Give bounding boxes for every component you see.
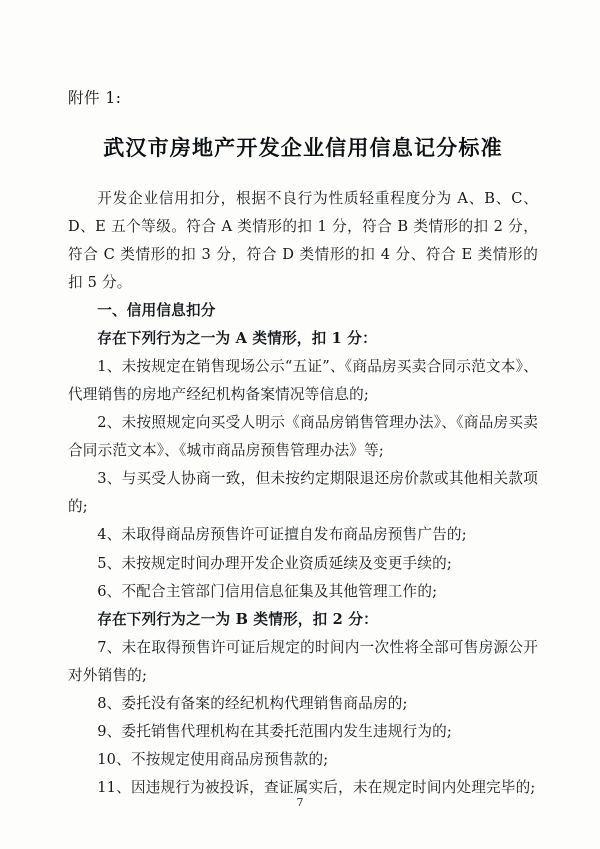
list-item-1: 1、未按规定在销售现场公示“五证”、《商品房买卖合同示范文本》、代理销售的房地产经纪机构备案情况等信息的; bbox=[68, 358, 538, 404]
attachment-label: 附件 1: bbox=[68, 89, 122, 107]
heading-class-a: 存在下列行为之一为 A 类情形，扣 1 分： bbox=[97, 330, 377, 348]
page-title: 武汉市房地产开发企业信用信息记分标准 bbox=[103, 135, 503, 160]
list-item-9: 9、委托销售代理机构在其委托范围内发生违规行为的; bbox=[97, 722, 453, 740]
heading-section-one: 一、信用信息扣分 bbox=[97, 302, 216, 320]
list-item-7: 7、未在取得预售许可证后规定的时间内一次性将全部可售房源公开对外销售的; bbox=[68, 638, 538, 684]
list-item-2: 2、未按照规定向买受人明示《商品房销售管理办法》、《商品房买卖合同示范文本》、《城市商品房预售管理办法》等; bbox=[68, 414, 538, 460]
list-item-10: 10、不按规定使用商品房预售款的; bbox=[97, 750, 329, 768]
heading-class-b: 存在下列行为之一为 B 类情形，扣 2 分： bbox=[97, 610, 378, 628]
document-body bbox=[68, 86, 538, 802]
list-item-4: 4、未取得商品房预售许可证擅自发布商品房预售广告的; bbox=[97, 526, 467, 544]
list-item-6: 6、不配合主管部门信用信息征集及其他管理工作的; bbox=[97, 582, 438, 600]
list-item-11: 11、因违规行为被投诉，查证属实后，未在规定时间内处理完毕的; bbox=[97, 778, 536, 796]
list-item-3: 3、与买受人协商一致，但未按约定期限退还房价款或其他相关款项的; bbox=[68, 470, 538, 516]
list-item-5: 5、未按规定时间办理开发企业资质延续及变更手续的; bbox=[97, 554, 453, 572]
paragraph-intro: 开发企业信用扣分，根据不良行为性质轻重程度分为 A、B、C、D、E 五个等级。符合 A 类情形的扣 1 分，符合 B 类情形的扣 2 分，符合 C 类情形的扣 3 分，符合 D 类情形的扣 4 分、符合 E 类情形的扣 5 分。 bbox=[68, 190, 538, 292]
page-number: 7 bbox=[296, 796, 304, 809]
list-item-8: 8、委托没有备案的经纪机构代理销售商品房的; bbox=[97, 694, 408, 712]
